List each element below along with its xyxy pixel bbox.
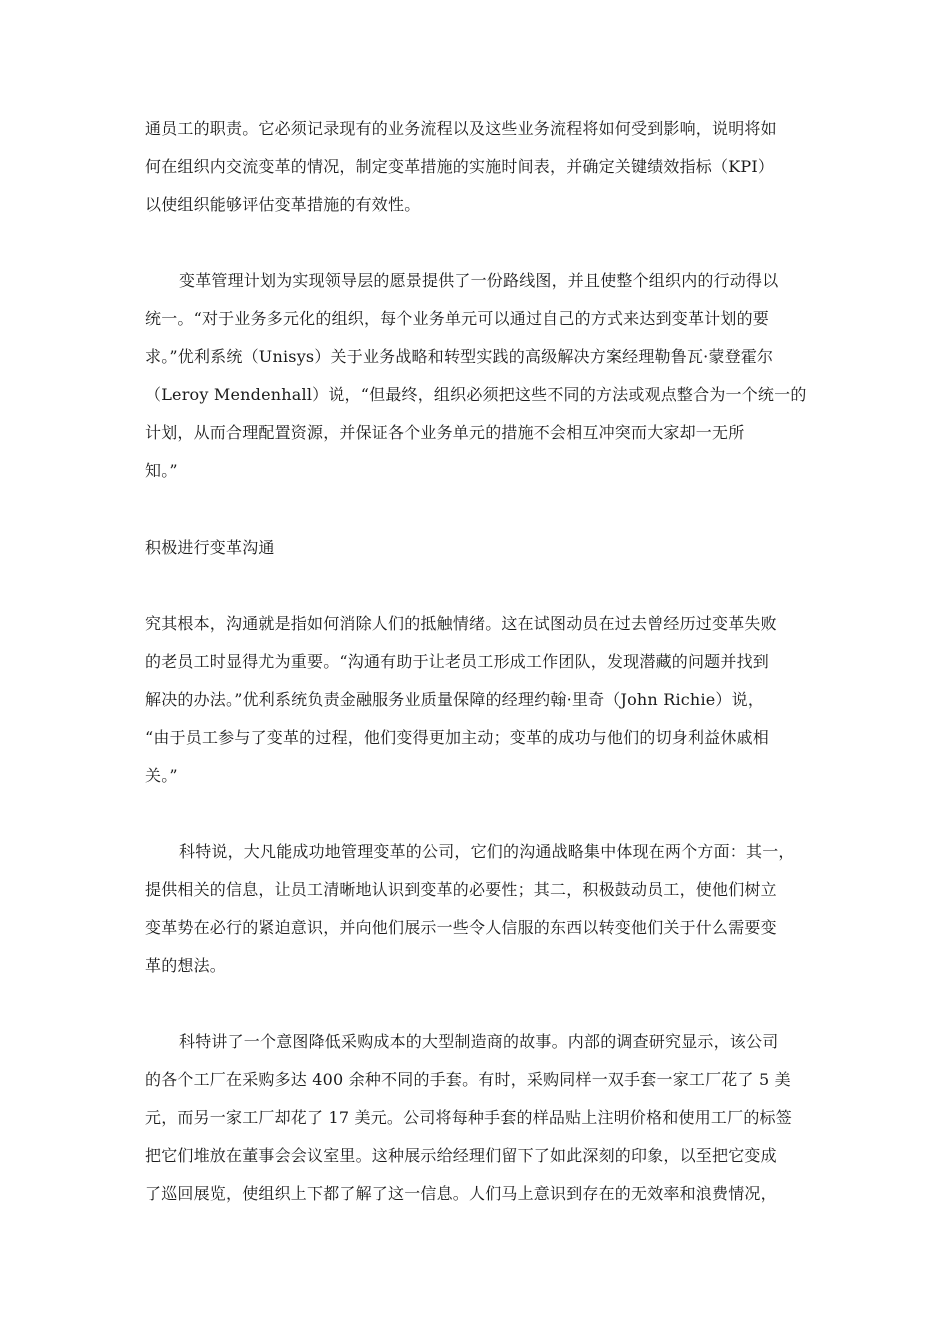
text-line: 解决的办法。”优利系统负责金融服务业质量保障的经理约翰·里奇（John Richie）说， [145,690,765,709]
paragraph-first-line: 科特讲了一个意图降低采购成本的大型制造商的故事。内部的调查研究显示，该公司 [179,1032,779,1051]
text-line: 的老员工时显得尤为重要。“沟通有助于让老员工形成工作团队，发现潜藏的问题并找到 [145,652,769,671]
text-line: 何在组织内交流变革的情况，制定变革措施的实施时间表，并确定关键绩效指标（KPI） [145,157,775,176]
text-line: “由于员工参与了变革的过程，他们变得更加主动；变革的成功与他们的切身利益休戚相 [145,728,769,747]
paragraph-first-line: 科特说，大凡能成功地管理变革的公司，它们的沟通战略集中体现在两个方面：其一， [179,842,795,861]
text-line: 元，而另一家工厂却花了 17 美元。公司将每种手套的样品贴上注明价格和使用工厂的标签 [145,1108,792,1127]
text-line: 统一。“对于业务多元化的组织，每个业务单元可以通过自己的方式来达到变革计划的要 [145,309,769,328]
text-line: 提供相关的信息，让员工清晰地认识到变革的必要性；其二，积极鼓动员工，使他们树立 [145,880,777,899]
text-line: 的各个工厂在采购多达 400 余种不同的手套。有时，采购同样一双手套一家工厂花了 5 美 [145,1070,791,1089]
text-line: （Leroy Mendenhall）说，“但最终，组织必须把这些不同的方法或观点整合为一个统一的 [145,385,807,404]
text-line: 革的想法。 [145,956,227,975]
paragraph-first-line: 变革管理计划为实现领导层的愿景提供了一份路线图，并且使整个组织内的行动得以 [179,271,779,290]
text-line: 以使组织能够评估变革措施的有效性。 [145,195,421,214]
text-line: 关。” [145,766,178,785]
text-line: 了巡回展览，使组织上下都了解了这一信息。人们马上意识到存在的无效率和浪费情况， [145,1184,777,1203]
text-line: 求。”优利系统（Unisys）关于业务战略和转型实践的高级解决方案经理勒鲁瓦·蒙登霍尔 [145,347,774,366]
text-line: 计划，从而合理配置资源，并保证各个业务单元的措施不会相互冲突而大家却一无所 [145,423,745,442]
text-line: 把它们堆放在董事会会议室里。这种展示给经理们留下了如此深刻的印象，以至把它变成 [145,1146,777,1165]
text-line: 变革势在必行的紧迫意识，并向他们展示一些令人信服的东西以转变他们关于什么需要变 [145,918,777,937]
section-heading: 积极进行变革沟通 [145,538,275,557]
text-line: 知。” [145,461,178,480]
text-line: 究其根本，沟通就是指如何消除人们的抵触情绪。这在试图动员在过去曾经历过变革失败 [145,614,777,633]
text-line: 通员工的职责。它必须记录现有的业务流程以及这些业务流程将如何受到影响，说明将如 [145,119,777,138]
